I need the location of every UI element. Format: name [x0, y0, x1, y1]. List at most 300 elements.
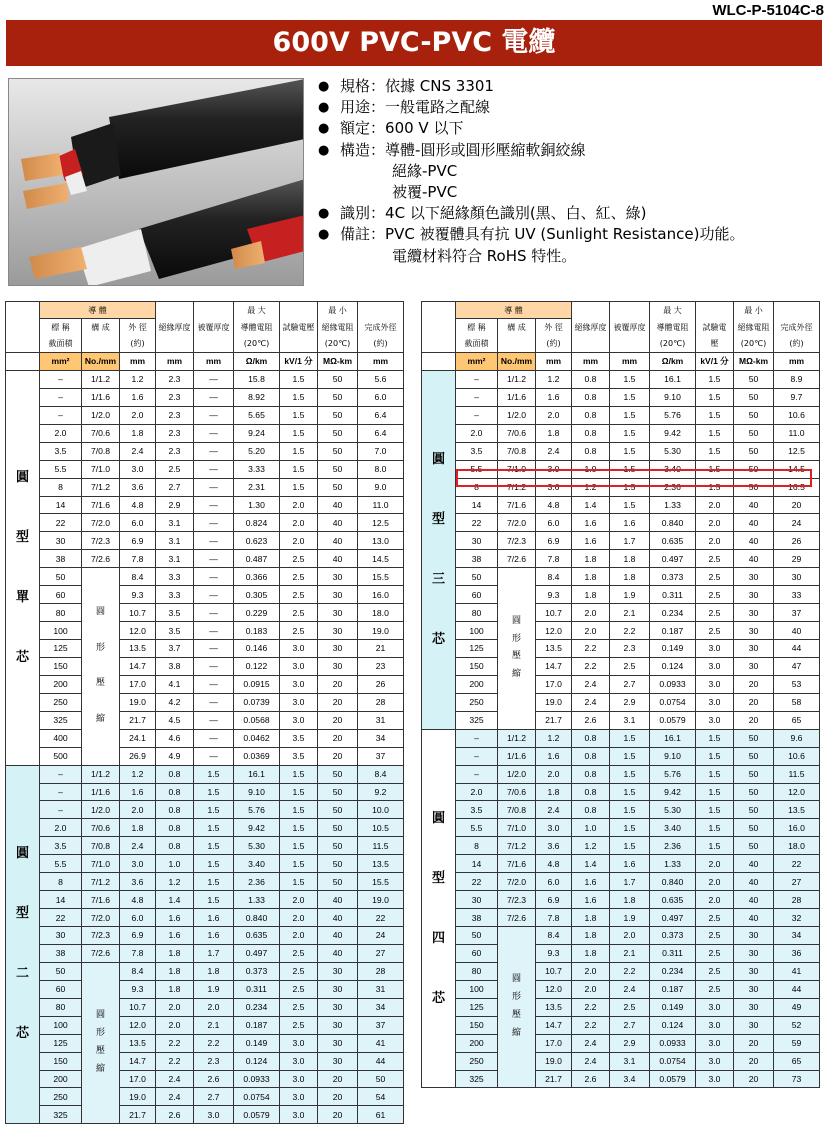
table-row [422, 532, 820, 550]
table-cell: 3.5 [456, 801, 498, 819]
table-cell: 1.8 [572, 909, 610, 927]
table-cell: 50 [734, 478, 774, 496]
table-cell: 2.0 [456, 424, 498, 442]
table-row [6, 532, 404, 550]
table-cell: 3.8 [156, 657, 194, 675]
table-cell: 2.0 [696, 873, 734, 891]
table-cell [422, 353, 456, 371]
table-cell: 14 [456, 496, 498, 514]
table-row [422, 855, 820, 873]
table-row [422, 693, 820, 711]
table-row [422, 801, 820, 819]
table-cell: 構 成 [498, 319, 536, 336]
spec-list [318, 76, 744, 267]
table-cell: 7/1.2 [498, 837, 536, 855]
table-cell: 61 [358, 1106, 404, 1124]
table-cell: 7/1.6 [82, 891, 120, 909]
table-row [422, 1070, 820, 1088]
table-row [6, 496, 404, 514]
table-cell: 3.0 [280, 657, 318, 675]
table-cell [156, 336, 194, 353]
table-cell: 12.0 [536, 980, 572, 998]
table-cell: 0.623 [234, 532, 280, 550]
table-cell: 截面積 [40, 336, 82, 353]
table-cell: 2.6 [194, 1070, 234, 1088]
table-cell: 50 [318, 388, 358, 406]
table-cell: — [194, 711, 234, 729]
group-header-cell [422, 302, 456, 319]
table-cell: 50 [734, 388, 774, 406]
table-cell: 50 [734, 801, 774, 819]
table-cell: 16.0 [358, 586, 404, 604]
table-cell: 5.5 [456, 819, 498, 837]
table-cell: — [194, 675, 234, 693]
table-cell: 13.5 [536, 640, 572, 658]
table-row [422, 873, 820, 891]
table-cell [572, 336, 610, 353]
table-cell: 50 [318, 442, 358, 460]
table-cell: 3.40 [650, 819, 696, 837]
table-cell: 0.8 [572, 801, 610, 819]
table-cell: 24 [774, 514, 820, 532]
table-cell: 2.5 [696, 980, 734, 998]
table-cell: — [194, 424, 234, 442]
table-cell [280, 302, 318, 319]
table-cell: 1.5 [280, 765, 318, 783]
header-row [422, 319, 820, 336]
table-cell: 20 [318, 711, 358, 729]
table-row [422, 819, 820, 837]
table-cell: 9.10 [650, 747, 696, 765]
table-cell: 0.840 [650, 514, 696, 532]
table-cell: 11.5 [358, 837, 404, 855]
table-cell: 30 [318, 980, 358, 998]
table-row [6, 819, 404, 837]
table-cell: 50 [734, 819, 774, 837]
min-header: 最 小 [318, 302, 358, 319]
table-cell: 0.149 [234, 1034, 280, 1052]
table-cell: 2.5 [610, 657, 650, 675]
table-cell: 0.187 [234, 1016, 280, 1034]
table-cell: 1.5 [280, 855, 318, 873]
table-cell: 1.8 [610, 891, 650, 909]
table-cell: 0.0462 [234, 729, 280, 747]
table-cell: 40 [734, 514, 774, 532]
table-cell: 1/1.6 [82, 783, 120, 801]
spec-item: 電纜材料符合 RoHS 特性。 [392, 246, 577, 265]
table-cell: 60 [456, 944, 498, 962]
table-cell: 38 [40, 944, 82, 962]
table-cell: 27 [358, 944, 404, 962]
table-cell: 19.0 [120, 693, 156, 711]
table-cell: 50 [40, 568, 82, 586]
table-cell: 7.8 [536, 550, 572, 568]
table-cell: (約) [358, 336, 404, 353]
table-cell: (20℃) [234, 336, 280, 353]
table-cell: 1.5 [610, 424, 650, 442]
table-row [422, 711, 820, 729]
table-cell: 33 [774, 586, 820, 604]
table-cell: 50 [318, 370, 358, 388]
group-label: 圓 型 二 芯 [6, 765, 40, 1124]
table-cell: 30 [734, 980, 774, 998]
table-cell: 2.7 [610, 1016, 650, 1034]
table-cell: 0.373 [650, 927, 696, 945]
table-cell: 3.33 [234, 460, 280, 478]
table-cell: 40 [734, 891, 774, 909]
table-row [422, 1016, 820, 1034]
table-cell: 1.5 [280, 460, 318, 478]
max-header: 最 大 [650, 302, 696, 319]
table-cell: 200 [456, 1034, 498, 1052]
table-cell: 40 [734, 855, 774, 873]
table-cell: 7.8 [120, 944, 156, 962]
table-cell: 1/1.2 [82, 370, 120, 388]
table-cell: 0.234 [234, 998, 280, 1016]
table-cell: 4.5 [156, 711, 194, 729]
table-cell: 7/2.6 [498, 550, 536, 568]
table-cell: 2.1 [610, 944, 650, 962]
bullet-icon: ● [318, 100, 330, 116]
table-cell: 2.4 [572, 1034, 610, 1052]
table-cell: 2.0 [156, 998, 194, 1016]
table-cell: 0.0933 [234, 1070, 280, 1088]
table-cell: 1.4 [572, 496, 610, 514]
table-cell: 30 [774, 568, 820, 586]
table-cell: 40 [318, 550, 358, 568]
table-row [6, 980, 404, 998]
table-cell: 5.65 [234, 406, 280, 424]
table-cell: 2.2 [156, 1052, 194, 1070]
table-cell: 1.6 [572, 873, 610, 891]
table-cell: 0.187 [650, 622, 696, 640]
table-cell: 3.0 [194, 1106, 234, 1124]
table-cell: 1.5 [194, 819, 234, 837]
table-cell: 1.2 [536, 729, 572, 747]
table-cell: 6.0 [358, 388, 404, 406]
table-cell: Ω/km [234, 353, 280, 371]
table-cell: 2.4 [572, 1052, 610, 1070]
table-cell: 2.0 [696, 891, 734, 909]
table-cell: 13.5 [120, 1034, 156, 1052]
table-cell: (20℃) [318, 336, 358, 353]
table-row [6, 927, 404, 945]
table-cell: 3.5 [456, 442, 498, 460]
table-cell: 30 [318, 962, 358, 980]
table-cell: 200 [456, 675, 498, 693]
table-cell [572, 302, 610, 319]
table-cell: 37 [358, 1016, 404, 1034]
table-cell: 0.8 [572, 747, 610, 765]
table-cell: 9.10 [234, 783, 280, 801]
table-cell: 0.8 [156, 765, 194, 783]
table-cell: 絕緣電阻 [734, 319, 774, 336]
table-row [422, 998, 820, 1016]
table-cell: 16.1 [234, 765, 280, 783]
table-cell: 28 [358, 962, 404, 980]
spec-table-right [421, 301, 820, 1088]
table-cell: mm [194, 353, 234, 371]
table-cell: 50 [734, 424, 774, 442]
table-row [6, 568, 404, 586]
table-cell: 3.5 [156, 622, 194, 640]
table-cell: 1.0 [572, 819, 610, 837]
table-cell: 1.5 [194, 873, 234, 891]
group-label: 圓 型 四 芯 [422, 729, 456, 1088]
table-cell: 5.30 [234, 837, 280, 855]
table-cell: 1/2.0 [498, 406, 536, 424]
table-cell: 5.6 [358, 370, 404, 388]
table-cell: 1.8 [572, 586, 610, 604]
table-cell: – [456, 765, 498, 783]
table-cell: 1.2 [572, 478, 610, 496]
table-row [422, 424, 820, 442]
table-cell: 50 [40, 962, 82, 980]
table-cell: 12.0 [774, 783, 820, 801]
table-cell: 4.8 [536, 496, 572, 514]
table-cell: 20 [734, 1052, 774, 1070]
table-cell [6, 353, 40, 371]
table-cell: 30 [734, 586, 774, 604]
table-cell: 32 [774, 909, 820, 927]
table-cell: 6.0 [120, 909, 156, 927]
table-cell: 2.1 [610, 604, 650, 622]
table-cell [6, 336, 40, 353]
table-cell: 7/2.6 [82, 550, 120, 568]
table-cell: 1.5 [610, 478, 650, 496]
table-cell: 0.0739 [234, 693, 280, 711]
table-cell: 20 [734, 693, 774, 711]
table-cell: 34 [358, 998, 404, 1016]
table-cell [422, 319, 456, 336]
table-row [6, 801, 404, 819]
table-cell: 2.5 [280, 604, 318, 622]
table-cell: 22 [774, 855, 820, 873]
table-cell: 6.9 [120, 927, 156, 945]
table-row [6, 460, 404, 478]
table-cell: 壓 [696, 336, 734, 353]
table-cell: 40 [734, 909, 774, 927]
table-cell: 22 [456, 514, 498, 532]
table-cell: 30 [734, 944, 774, 962]
table-cell: 0.0754 [650, 1052, 696, 1070]
table-cell: 10.6 [774, 747, 820, 765]
table-cell: 150 [456, 1016, 498, 1034]
table-cell: 1.5 [280, 424, 318, 442]
table-cell: 0.0568 [234, 711, 280, 729]
table-row [6, 442, 404, 460]
table-cell: 9.24 [234, 424, 280, 442]
table-cell: 1.7 [610, 873, 650, 891]
table-cell: 65 [774, 711, 820, 729]
table-cell: 1.0 [156, 855, 194, 873]
table-cell [422, 336, 456, 353]
table-cell: 31 [358, 711, 404, 729]
bullet-icon: ● [318, 206, 330, 222]
table-cell: 9.2 [358, 783, 404, 801]
table-cell: 30 [318, 568, 358, 586]
table-row [6, 550, 404, 568]
table-cell: 1.2 [120, 370, 156, 388]
table-cell: 6.4 [358, 406, 404, 424]
table-row [422, 568, 820, 586]
table-cell: 13.0 [358, 532, 404, 550]
table-cell: 1.5 [280, 478, 318, 496]
table-cell: 3.0 [696, 1070, 734, 1088]
table-cell: 250 [456, 693, 498, 711]
table-cell: 44 [774, 640, 820, 658]
table-cell: (20℃) [734, 336, 774, 353]
table-cell: 2.0 [536, 765, 572, 783]
table-cell: 12.0 [120, 1016, 156, 1034]
table-cell: 7/2.0 [82, 514, 120, 532]
table-cell: 250 [40, 693, 82, 711]
table-cell: 2.3 [610, 640, 650, 658]
table-cell: 29 [774, 550, 820, 568]
table-cell: 2.0 [156, 1016, 194, 1034]
table-cell: 0.373 [650, 568, 696, 586]
table-row [6, 640, 404, 658]
table-cell: 13.5 [120, 640, 156, 658]
table-cell: 1.5 [280, 801, 318, 819]
table-cell [82, 336, 120, 353]
table-cell: 2.0 [120, 801, 156, 819]
table-cell: 3.0 [696, 1016, 734, 1034]
table-cell: 2.2 [572, 640, 610, 658]
table-cell: 54 [358, 1088, 404, 1106]
cable-photo [8, 78, 304, 286]
table-cell: 絕緣厚度 [572, 319, 610, 336]
table-cell [6, 319, 40, 336]
table-cell: 50 [318, 801, 358, 819]
table-row [422, 640, 820, 658]
header-row [422, 336, 820, 353]
table-cell: 5.5 [40, 855, 82, 873]
table-row [6, 370, 404, 388]
table-cell: 26.9 [120, 747, 156, 765]
table-cell: 150 [40, 1052, 82, 1070]
table-cell: 8.0 [358, 460, 404, 478]
table-cell: 2.0 [120, 406, 156, 424]
table-cell: (20℃) [650, 336, 696, 353]
table-cell: 20 [774, 496, 820, 514]
table-cell: 2.6 [572, 1070, 610, 1088]
table-cell: 7/0.8 [498, 442, 536, 460]
table-cell: 7/2.6 [498, 909, 536, 927]
table-cell: 500 [40, 747, 82, 765]
table-row [422, 604, 820, 622]
table-cell: 1.5 [696, 370, 734, 388]
table-cell: 34 [358, 729, 404, 747]
table-cell: 3.5 [280, 729, 318, 747]
table-cell: 30 [456, 891, 498, 909]
table-cell: 13.5 [774, 801, 820, 819]
table-row [6, 1088, 404, 1106]
table-cell: 3.4 [610, 1070, 650, 1088]
table-row [422, 514, 820, 532]
compressed-label: 圓 形 壓 縮 [82, 962, 120, 1123]
table-cell: 2.6 [156, 1106, 194, 1124]
table-cell: 2.0 [696, 855, 734, 873]
table-cell: 26 [774, 532, 820, 550]
table-cell: 1/1.2 [82, 765, 120, 783]
table-row [6, 1106, 404, 1124]
table-cell: 1.5 [696, 729, 734, 747]
table-cell: 26 [358, 675, 404, 693]
table-cell: – [456, 388, 498, 406]
table-row [422, 944, 820, 962]
table-cell: 2.5 [280, 962, 318, 980]
table-row [422, 909, 820, 927]
table-cell: 5.76 [650, 765, 696, 783]
table-cell: 1.9 [610, 909, 650, 927]
table-cell: 0.311 [650, 944, 696, 962]
table-cell: mm [536, 353, 572, 371]
table-cell: 1.0 [572, 460, 610, 478]
table-cell: 2.6 [572, 711, 610, 729]
table-cell: 10.6 [774, 406, 820, 424]
table-cell: 試驗電壓 [280, 319, 318, 336]
table-cell: 3.0 [696, 998, 734, 1016]
table-cell: 5.76 [234, 801, 280, 819]
table-cell: 被覆厚度 [194, 319, 234, 336]
table-cell: 3.0 [280, 640, 318, 658]
table-cell: 22 [358, 909, 404, 927]
table-cell: 1.5 [610, 801, 650, 819]
table-cell: 9.42 [650, 424, 696, 442]
table-cell: 2.2 [610, 622, 650, 640]
table-row [422, 1034, 820, 1052]
table-cell: 24.1 [120, 729, 156, 747]
table-cell: 2.0 [572, 962, 610, 980]
table-cell: 6.0 [120, 514, 156, 532]
table-cell: 8 [456, 837, 498, 855]
spec-label: 用途 [340, 98, 371, 117]
table-cell: 1.8 [572, 550, 610, 568]
table-cell: 1.8 [572, 568, 610, 586]
table-row [6, 747, 404, 765]
table-cell: 7.0 [358, 442, 404, 460]
table-cell: 100 [40, 1016, 82, 1034]
table-cell: 3.5 [280, 747, 318, 765]
table-cell: 1/1.6 [498, 747, 536, 765]
table-cell: 7/0.6 [82, 819, 120, 837]
table-cell: 30 [318, 604, 358, 622]
table-row [6, 729, 404, 747]
table-cell: 3.0 [280, 675, 318, 693]
table-cell: 2.5 [696, 604, 734, 622]
table-row [6, 514, 404, 532]
table-row [6, 944, 404, 962]
table-cell: 20 [318, 729, 358, 747]
table-cell: 1.5 [696, 747, 734, 765]
table-row [422, 496, 820, 514]
table-cell: 12.5 [774, 442, 820, 460]
table-cell: 0.149 [650, 998, 696, 1016]
spec-label: 識別 [340, 204, 371, 223]
table-cell: 7/1.2 [82, 478, 120, 496]
table-row [6, 1052, 404, 1070]
table-cell: 2.5 [280, 568, 318, 586]
table-cell: 2.5 [280, 944, 318, 962]
highlighted-row-frame [456, 469, 812, 487]
table-cell: 7/1.0 [498, 460, 536, 478]
table-cell: 60 [456, 586, 498, 604]
table-cell: 0.487 [234, 550, 280, 568]
table-cell: 30 [318, 1052, 358, 1070]
table-cell: 325 [40, 711, 82, 729]
compressed-label: 圓 形 壓 縮 [82, 568, 120, 765]
